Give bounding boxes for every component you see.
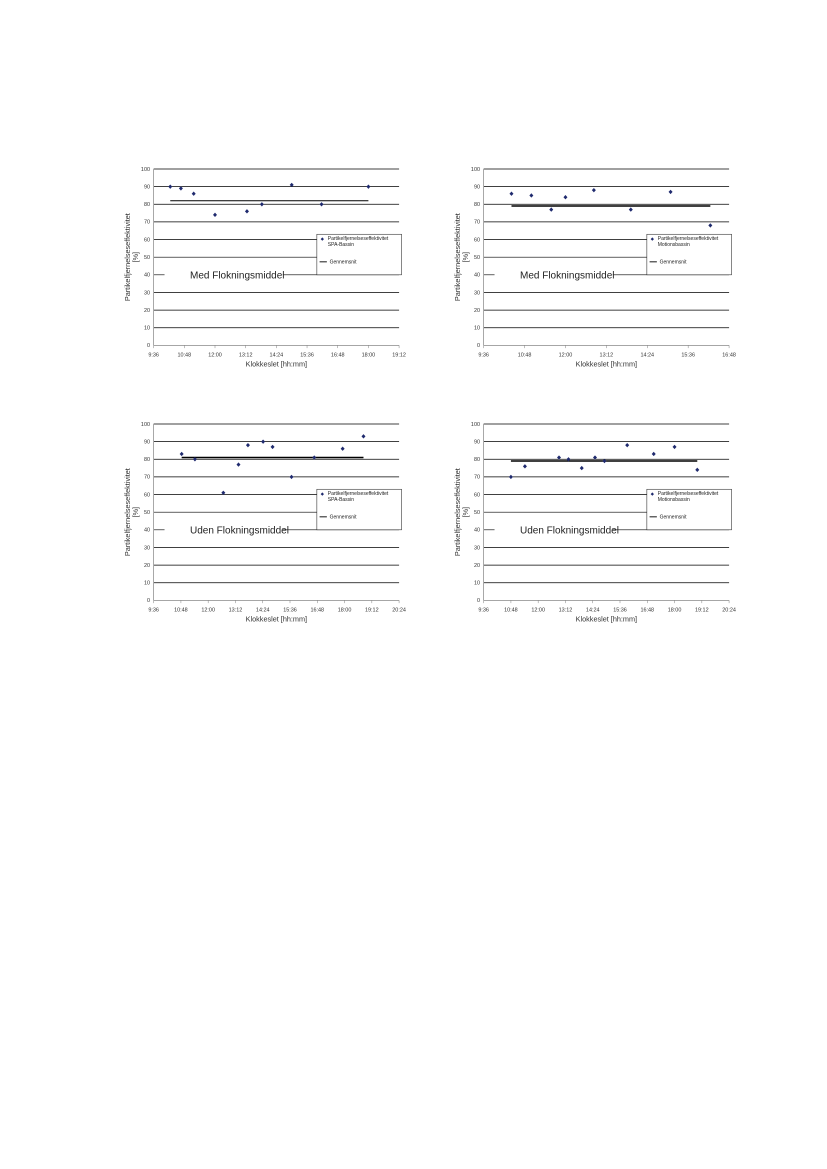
y-tick-label: 10	[473, 325, 480, 332]
y-tick-label: 30	[143, 545, 150, 552]
x-tick-label: 12:00	[208, 352, 222, 359]
y-tick-label: 50	[473, 255, 480, 261]
x-tick-label: 18:00	[667, 607, 682, 614]
x-tick-label: 19:12	[695, 607, 709, 614]
legend-mean-label: Gennemsnit	[329, 514, 357, 521]
y-axis-label	[123, 213, 140, 301]
data-point	[652, 452, 656, 456]
x-tick-label: 16:48	[330, 352, 345, 359]
y-tick-label: 80	[473, 457, 480, 464]
x-tick-label: 16:48	[722, 352, 736, 359]
y-tick-label: 100	[140, 421, 150, 428]
annotation-label: Med Flokningsmiddel	[190, 270, 285, 282]
legend-mean-label: Gennemsnit	[329, 259, 357, 266]
x-tick-label: 10:48	[504, 607, 518, 614]
data-point	[625, 443, 629, 447]
data-point	[246, 443, 250, 447]
data-point	[341, 447, 345, 451]
y-axis-label-line: Partikelfjernelseseffektivitet	[123, 468, 132, 557]
x-axis-label: Klokkeslet [hh:mm]	[245, 614, 308, 624]
data-point	[290, 475, 294, 479]
data-point	[509, 192, 513, 196]
y-axis-label-unit: [%]	[461, 506, 471, 518]
x-tick-label: 13:12	[558, 607, 573, 614]
legend-mean-label: Gennemsnit	[659, 514, 687, 521]
y-tick-label: 100	[470, 166, 480, 173]
x-tick-label: 13:12	[599, 352, 614, 359]
y-tick-label: 60	[143, 492, 150, 499]
y-axis-label-line: Partikelfjernelseseffektivitet	[123, 213, 132, 302]
y-tick-label: 90	[473, 439, 480, 446]
y-tick-label: 20	[473, 562, 480, 569]
chart-panel-4	[440, 405, 740, 663]
y-tick-label: 70	[143, 219, 150, 226]
chart-panel-3	[110, 405, 410, 663]
data-point	[366, 184, 370, 188]
legend-series-label-2: SPA-Bassin	[327, 497, 355, 504]
y-tick-label: 0	[146, 598, 150, 605]
y-tick-label: 20	[143, 307, 150, 314]
x-tick-label: 13:12	[228, 607, 243, 614]
data-point	[580, 466, 584, 470]
y-tick-label: 10	[143, 580, 150, 587]
data-point	[320, 202, 324, 206]
data-point	[669, 190, 673, 194]
x-tick-label: 10:48	[517, 352, 532, 359]
x-tick-label: 14:24	[640, 352, 655, 359]
y-axis-label-line: Partikelfjernelseseffektivitet	[453, 468, 462, 557]
y-tick-label: 50	[473, 510, 480, 516]
chart-panel-2	[440, 150, 740, 408]
y-axis-label	[453, 213, 470, 301]
y-tick-label: 100	[470, 421, 480, 428]
data-point	[509, 475, 513, 479]
x-tick-label: 14:24	[255, 607, 270, 614]
x-tick-label: 15:36	[681, 352, 695, 359]
y-tick-label: 70	[473, 474, 480, 481]
x-tick-label: 12:00	[201, 607, 215, 614]
x-tick-label: 20:24	[722, 607, 736, 614]
x-tick-label: 19:12	[365, 607, 379, 614]
data-point	[271, 445, 275, 449]
y-tick-label: 60	[473, 237, 480, 244]
y-tick-label: 40	[143, 272, 150, 279]
y-tick-label: 80	[143, 202, 150, 209]
legend-mean-label: Gennemsnit	[659, 259, 687, 266]
x-tick-label: 14:24	[585, 607, 600, 614]
y-tick-label: 0	[476, 598, 480, 605]
data-point	[695, 468, 699, 472]
data-point	[261, 439, 265, 443]
data-point	[245, 209, 249, 213]
x-tick-label: 15:36	[300, 352, 314, 359]
y-tick-label: 30	[143, 290, 150, 297]
y-axis-label-unit: [%]	[131, 506, 141, 518]
y-tick-label: 10	[143, 325, 150, 332]
data-point	[673, 445, 677, 449]
y-tick-label: 50	[143, 510, 150, 516]
y-tick-label: 70	[473, 219, 480, 226]
x-tick-label: 9:36	[478, 607, 489, 614]
y-tick-label: 100	[140, 166, 150, 173]
x-tick-label: 15:36	[613, 607, 627, 614]
x-tick-label: 20:24	[392, 607, 406, 614]
y-tick-label: 60	[143, 237, 150, 244]
y-axis-label	[123, 468, 140, 556]
y-tick-label: 80	[143, 457, 150, 464]
annotation-label: Med Flokningsmiddel	[520, 270, 615, 282]
y-tick-label: 80	[473, 202, 480, 209]
x-tick-label: 18:00	[361, 352, 376, 359]
y-tick-label: 90	[143, 184, 150, 191]
data-point	[523, 464, 527, 468]
chart-svg	[440, 405, 740, 663]
x-tick-label: 15:36	[283, 607, 297, 614]
legend-series-label: Partikelfjernelseseffektivitet	[327, 491, 389, 498]
x-tick-label: 10:48	[177, 352, 192, 359]
legend-series-label: Partikelfjernelseseffektivitet	[327, 236, 389, 243]
y-tick-label: 0	[146, 343, 150, 350]
data-point	[708, 223, 712, 227]
data-point	[260, 202, 264, 206]
data-point	[529, 193, 533, 197]
data-point	[549, 207, 553, 211]
y-tick-label: 90	[143, 439, 150, 446]
data-point	[629, 207, 633, 211]
data-point	[563, 195, 567, 199]
x-tick-label: 16:48	[640, 607, 655, 614]
y-axis-label-line: Partikelfjernelseseffektivitet	[453, 213, 462, 302]
chart-svg	[110, 405, 410, 663]
x-tick-label: 16:48	[310, 607, 325, 614]
data-point	[192, 192, 196, 196]
y-axis-label-unit: [%]	[131, 251, 141, 263]
y-tick-label: 60	[473, 492, 480, 499]
y-tick-label: 90	[473, 184, 480, 191]
legend-series-label: Partikelfjernelseseffektivitet	[657, 491, 719, 498]
legend-series-label: Partikelfjernelseseffektivitet	[657, 236, 719, 243]
data-point	[180, 452, 184, 456]
legend-series-label-2: Motionsbassin	[657, 497, 690, 504]
x-axis-label: Klokkeslet [hh:mm]	[575, 359, 638, 369]
chart-panel-1	[110, 150, 410, 408]
data-point	[592, 188, 596, 192]
y-tick-label: 40	[473, 272, 480, 279]
data-point	[236, 462, 240, 466]
chart-svg	[440, 150, 740, 408]
data-point	[213, 213, 217, 217]
y-tick-label: 70	[143, 474, 150, 481]
x-axis-label: Klokkeslet [hh:mm]	[245, 359, 308, 369]
x-tick-label: 9:36	[148, 352, 159, 359]
x-tick-label: 9:36	[478, 352, 489, 359]
y-tick-label: 20	[143, 562, 150, 569]
y-axis-label	[453, 468, 470, 556]
y-tick-label: 40	[473, 527, 480, 534]
x-tick-label: 9:36	[148, 607, 159, 614]
data-point	[361, 434, 365, 438]
x-tick-label: 13:12	[238, 352, 253, 359]
y-tick-label: 30	[473, 545, 480, 552]
x-tick-label: 18:00	[337, 607, 352, 614]
legend-series-label-2: Motionsbassin	[657, 242, 690, 249]
x-axis-label: Klokkeslet [hh:mm]	[575, 614, 638, 624]
y-axis-label-unit: [%]	[461, 251, 471, 263]
x-tick-label: 12:00	[558, 352, 573, 359]
annotation-label: Uden Flokningsmiddel	[520, 525, 619, 537]
y-tick-label: 40	[143, 527, 150, 534]
x-tick-label: 10:48	[174, 607, 188, 614]
annotation-label: Uden Flokningsmiddel	[190, 525, 289, 537]
y-tick-label: 50	[143, 255, 150, 261]
x-tick-label: 14:24	[269, 352, 284, 359]
y-tick-label: 0	[476, 343, 480, 350]
legend-series-label-2: SPA-Bassin	[327, 242, 355, 249]
chart-svg	[110, 150, 410, 408]
data-point	[168, 184, 172, 188]
y-tick-label: 10	[473, 580, 480, 587]
y-tick-label: 20	[473, 307, 480, 314]
x-tick-label: 19:12	[392, 352, 406, 359]
x-tick-label: 12:00	[531, 607, 545, 614]
y-tick-label: 30	[473, 290, 480, 297]
